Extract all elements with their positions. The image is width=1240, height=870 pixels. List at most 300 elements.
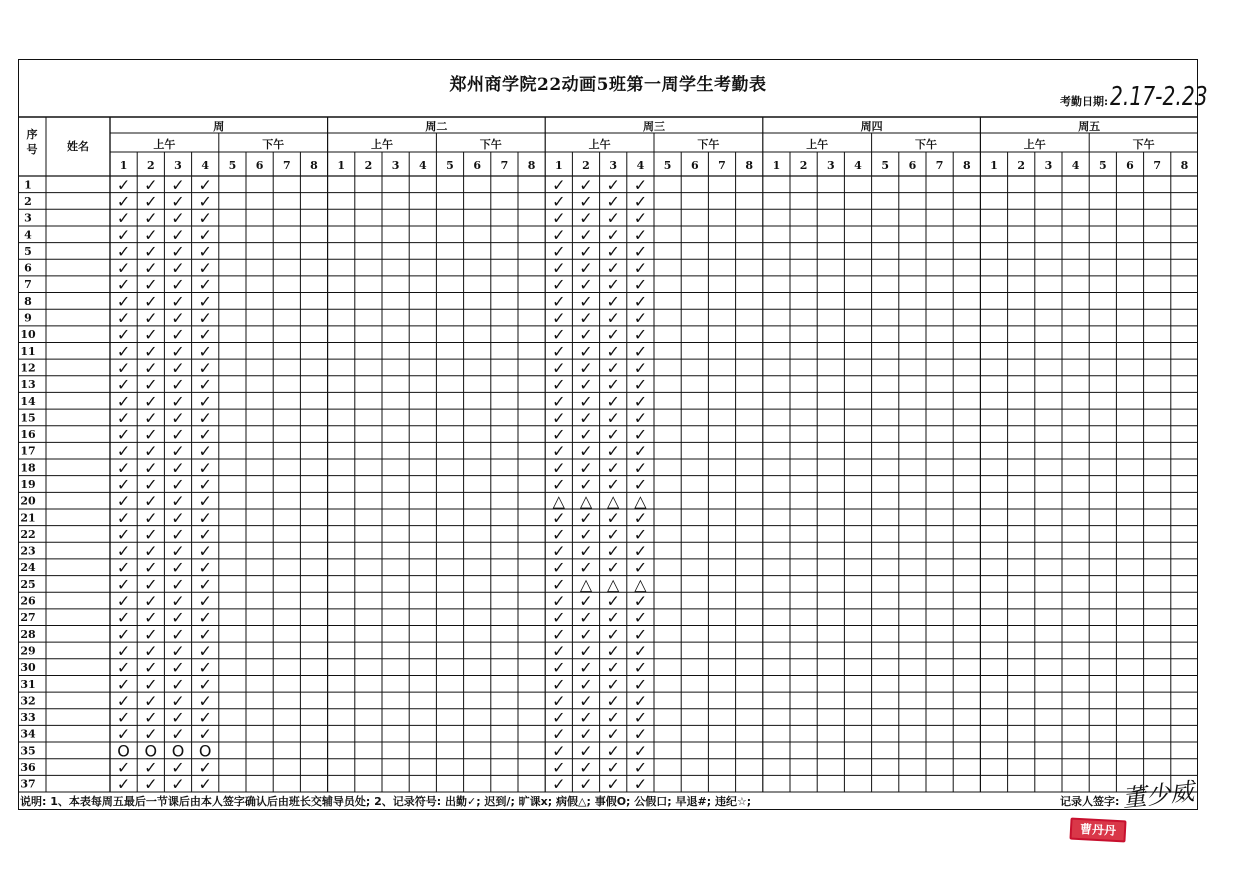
attendance-mark: ✓ — [116, 241, 131, 261]
row-number: 22 — [20, 527, 36, 541]
period-number: 4 — [201, 159, 210, 172]
attendance-mark: ✓ — [144, 491, 158, 511]
attendance-mark: ✓ — [606, 391, 620, 411]
attendance-mark: ✓ — [144, 308, 158, 328]
attendance-mark: ✓ — [116, 458, 131, 478]
attendance-mark: ✓ — [633, 425, 648, 445]
attendance-mark: ✓ — [633, 375, 648, 395]
period-number: 3 — [391, 159, 400, 172]
attendance-mark: ✓ — [144, 508, 158, 528]
attendance-mark: ✓ — [633, 558, 648, 578]
attendance-mark: ✓ — [198, 391, 212, 411]
attendance-mark: ✓ — [606, 624, 620, 644]
attendance-mark: ✓ — [606, 591, 620, 611]
attendance-mark: ✓ — [552, 441, 566, 461]
period-number: 7 — [718, 159, 726, 172]
attendance-mark: ✓ — [116, 574, 131, 594]
period-number: 2 — [1017, 159, 1026, 172]
row-number: 26 — [20, 594, 36, 608]
period-number: 5 — [1098, 159, 1107, 172]
attendance-mark: ✓ — [116, 325, 131, 345]
attendance-mark: ✓ — [606, 774, 620, 794]
attendance-mark: ✓ — [606, 308, 620, 328]
attendance-mark: ✓ — [606, 758, 620, 778]
attendance-mark: ✓ — [116, 491, 131, 511]
attendance-mark: ✓ — [116, 175, 131, 195]
attendance-mark: ✓ — [198, 608, 212, 628]
attendance-mark: ✓ — [579, 741, 593, 761]
attendance-mark: ✓ — [116, 258, 131, 278]
attendance-mark: ✓ — [198, 541, 212, 561]
attendance-mark: ✓ — [116, 358, 131, 378]
attendance-mark: ✓ — [116, 308, 131, 328]
attendance-mark: ✓ — [579, 341, 593, 361]
attendance-mark: O — [117, 741, 130, 761]
period-number: 4 — [854, 159, 862, 172]
pm-header: 下午 — [479, 138, 502, 151]
attendance-mark: ✓ — [171, 624, 185, 644]
attendance-mark: ✓ — [606, 608, 620, 628]
attendance-mark: ✓ — [171, 475, 185, 494]
attendance-mark: ✓ — [144, 258, 158, 278]
attendance-mark: ✓ — [171, 491, 185, 511]
attendance-mark: ✓ — [144, 358, 158, 378]
attendance-mark: ✓ — [171, 358, 185, 378]
row-number: 9 — [24, 311, 32, 325]
attendance-mark: ✓ — [171, 674, 185, 694]
attendance-mark: ✓ — [579, 591, 593, 611]
attendance-mark: ✓ — [606, 658, 620, 678]
attendance-mark: ✓ — [171, 308, 185, 328]
period-number: 7 — [282, 159, 291, 172]
attendance-mark: ✓ — [171, 658, 185, 678]
attendance-mark: O — [171, 741, 185, 761]
attendance-mark: ✓ — [552, 691, 566, 711]
attendance-mark: ✓ — [606, 208, 620, 228]
attendance-mark: ✓ — [198, 624, 212, 644]
pm-header: 下午 — [1132, 138, 1155, 151]
attendance-mark: ✓ — [552, 591, 566, 611]
period-number: 3 — [609, 159, 618, 172]
period-number: 6 — [473, 159, 482, 172]
row-number: 20 — [20, 494, 36, 508]
attendance-mark: ✓ — [171, 508, 185, 528]
attendance-mark: ✓ — [144, 441, 158, 461]
attendance-mark: ✓ — [552, 624, 566, 644]
attendance-mark: ✓ — [633, 708, 648, 728]
period-number: 1 — [990, 159, 998, 172]
attendance-mark: ✓ — [116, 341, 131, 361]
attendance-mark: △ — [634, 491, 647, 511]
attendance-mark: ✓ — [579, 208, 593, 228]
attendance-mark: ✓ — [144, 591, 158, 611]
attendance-mark: ✓ — [116, 724, 131, 744]
row-number: 32 — [20, 694, 36, 708]
attendance-mark: ✓ — [633, 475, 648, 494]
attendance-mark: ✓ — [171, 225, 185, 245]
attendance-mark: ✓ — [552, 574, 566, 594]
attendance-mark: ✓ — [552, 641, 566, 661]
row-number: 5 — [24, 244, 32, 258]
attendance-mark: ✓ — [552, 341, 566, 361]
attendance-mark: ✓ — [198, 408, 212, 428]
attendance-mark: ✓ — [552, 758, 566, 778]
period-number: 4 — [1071, 159, 1080, 172]
attendance-mark: △ — [579, 491, 593, 511]
attendance-mark: ✓ — [552, 658, 566, 678]
attendance-mark: ✓ — [633, 408, 648, 428]
attendance-mark: ✓ — [552, 358, 566, 378]
attendance-mark: ✓ — [606, 325, 620, 345]
attendance-mark: ✓ — [633, 591, 648, 611]
attendance-mark: ✓ — [579, 558, 593, 578]
attendance-mark: ✓ — [579, 708, 593, 728]
attendance-mark: ✓ — [606, 375, 620, 395]
attendance-mark: ✓ — [579, 191, 593, 211]
row-number: 29 — [20, 644, 36, 658]
period-number: 8 — [962, 159, 971, 172]
attendance-mark: ✓ — [144, 641, 158, 661]
attendance-mark: ✓ — [198, 475, 212, 494]
seq-header-top: 序 — [26, 128, 38, 141]
attendance-mark: ✓ — [606, 408, 620, 428]
attendance-mark: ✓ — [171, 275, 185, 295]
attendance-mark: ✓ — [633, 658, 648, 678]
attendance-mark: ✓ — [171, 524, 185, 544]
attendance-mark: ✓ — [198, 758, 212, 778]
row-number: 11 — [20, 344, 36, 358]
attendance-mark: ✓ — [606, 691, 620, 711]
attendance-mark: ✓ — [552, 674, 566, 694]
row-number: 37 — [20, 777, 36, 791]
period-number: 5 — [663, 159, 672, 172]
period-number: 4 — [418, 159, 427, 172]
attendance-mark: ✓ — [552, 475, 566, 494]
attendance-mark: ✓ — [198, 358, 212, 378]
attendance-mark: ✓ — [116, 658, 131, 678]
day-header: 周二 — [425, 120, 448, 133]
attendance-mark: ✓ — [579, 425, 593, 445]
attendance-mark: ✓ — [198, 208, 212, 228]
attendance-mark: ✓ — [198, 574, 212, 594]
attendance-mark: ✓ — [144, 175, 158, 195]
day-header: 周 — [213, 120, 225, 133]
attendance-mark: ✓ — [116, 591, 131, 611]
attendance-mark: ✓ — [633, 691, 648, 711]
attendance-mark: ✓ — [144, 391, 158, 411]
attendance-mark: △ — [552, 491, 565, 511]
attendance-mark: ✓ — [116, 641, 131, 661]
attendance-mark: ✓ — [198, 724, 212, 744]
attendance-mark: ✓ — [633, 508, 648, 528]
attendance-mark: ✓ — [579, 175, 593, 195]
row-number: 12 — [20, 361, 36, 375]
attendance-mark: ✓ — [171, 641, 185, 661]
attendance-mark: ✓ — [552, 541, 566, 561]
attendance-mark: ✓ — [116, 291, 131, 311]
attendance-mark: ✓ — [198, 225, 212, 245]
attendance-mark: ✓ — [552, 524, 566, 544]
am-header: 上午 — [806, 138, 829, 151]
period-number: 6 — [908, 159, 917, 172]
attendance-mark: ✓ — [633, 358, 648, 378]
attendance-mark: ✓ — [579, 325, 593, 345]
attendance-mark: ✓ — [144, 558, 158, 578]
attendance-mark: ✓ — [552, 774, 566, 794]
attendance-mark: ✓ — [171, 258, 185, 278]
attendance-mark: ✓ — [198, 658, 212, 678]
attendance-mark: ✓ — [144, 624, 158, 644]
attendance-mark: ✓ — [606, 425, 620, 445]
period-number: 2 — [582, 159, 590, 172]
attendance-mark: ✓ — [633, 175, 648, 195]
attendance-mark: ✓ — [633, 225, 648, 245]
attendance-mark: ✓ — [171, 574, 185, 594]
row-number: 35 — [20, 744, 36, 758]
attendance-mark: ✓ — [552, 708, 566, 728]
attendance-mark: ✓ — [171, 408, 185, 428]
attendance-mark: ✓ — [198, 458, 212, 478]
attendance-mark: ✓ — [552, 375, 566, 395]
attendance-mark: ✓ — [606, 558, 620, 578]
period-number: 7 — [1153, 159, 1162, 172]
attendance-mark: ✓ — [198, 341, 212, 361]
attendance-mark: O — [198, 741, 212, 761]
attendance-mark: ✓ — [198, 325, 212, 345]
attendance-mark: △ — [579, 574, 593, 594]
attendance-mark: ✓ — [144, 708, 158, 728]
attendance-mark: ✓ — [552, 608, 566, 628]
row-number: 14 — [20, 394, 36, 408]
date-value-handwritten: 2.17-2.23 — [1110, 82, 1208, 112]
attendance-mark: ✓ — [171, 375, 185, 395]
attendance-mark: ✓ — [606, 225, 620, 245]
attendance-mark: ✓ — [606, 458, 620, 478]
attendance-mark: △ — [607, 574, 620, 594]
attendance-mark: ✓ — [144, 691, 158, 711]
attendance-mark: ✓ — [579, 275, 593, 295]
attendance-mark: ✓ — [198, 774, 212, 794]
attendance-mark: ✓ — [171, 558, 185, 578]
attendance-mark: ✓ — [606, 708, 620, 728]
attendance-mark: ✓ — [579, 524, 593, 544]
attendance-mark: ✓ — [198, 291, 212, 311]
attendance-mark: ✓ — [116, 774, 131, 794]
attendance-mark: ✓ — [144, 408, 158, 428]
attendance-mark: ✓ — [633, 774, 648, 794]
attendance-mark: ✓ — [171, 758, 185, 778]
seq-header-bottom: 号 — [26, 143, 38, 156]
attendance-mark: ✓ — [198, 641, 212, 661]
period-number: 2 — [146, 159, 155, 172]
attendance-mark: ✓ — [633, 524, 648, 544]
attendance-mark: ✓ — [633, 458, 648, 478]
attendance-mark: ✓ — [579, 608, 593, 628]
attendance-mark: ✓ — [633, 308, 648, 328]
attendance-mark: ✓ — [198, 708, 212, 728]
attendance-mark: ✓ — [606, 258, 620, 278]
attendance-mark: ✓ — [116, 608, 131, 628]
attendance-mark: ✓ — [116, 391, 131, 411]
attendance-mark: ✓ — [116, 475, 131, 494]
attendance-mark: ✓ — [171, 425, 185, 445]
sheet-title: 郑州商学院22动画5班第一周学生考勤表 — [449, 75, 767, 95]
attendance-mark: ✓ — [171, 724, 185, 744]
attendance-mark: ✓ — [552, 558, 566, 578]
attendance-mark: ✓ — [116, 508, 131, 528]
row-number: 18 — [20, 461, 36, 475]
attendance-mark: ✓ — [633, 275, 648, 295]
attendance-mark: ✓ — [171, 458, 185, 478]
attendance-mark: ✓ — [116, 708, 131, 728]
row-number: 16 — [20, 428, 36, 442]
row-number: 31 — [20, 677, 36, 691]
row-number: 6 — [24, 261, 32, 275]
attendance-mark: ✓ — [116, 691, 131, 711]
attendance-mark: ✓ — [579, 541, 593, 561]
row-number: 28 — [20, 627, 36, 641]
attendance-mark: ✓ — [144, 191, 158, 211]
attendance-mark: ✓ — [171, 191, 185, 211]
attendance-mark: ✓ — [606, 475, 620, 494]
attendance-mark: ✓ — [579, 408, 593, 428]
attendance-mark: ✓ — [606, 241, 620, 261]
attendance-mark: ✓ — [144, 458, 158, 478]
period-number: 1 — [337, 159, 346, 172]
attendance-mark: ✓ — [552, 291, 566, 311]
attendance-mark: ✓ — [633, 191, 648, 211]
attendance-mark: ✓ — [116, 408, 131, 428]
row-number: 30 — [20, 661, 36, 675]
period-number: 5 — [228, 159, 237, 172]
period-number: 7 — [935, 159, 944, 172]
attendance-mark: ✓ — [606, 191, 620, 211]
recorder-signature: 董少威 — [1120, 777, 1196, 813]
attendance-mark: ✓ — [144, 674, 158, 694]
period-number: 6 — [255, 159, 264, 172]
attendance-mark: ✓ — [116, 674, 131, 694]
am-header: 上午 — [153, 138, 176, 151]
attendance-mark: ✓ — [144, 208, 158, 228]
attendance-mark: ✓ — [198, 491, 212, 511]
attendance-mark: ✓ — [116, 375, 131, 395]
attendance-mark: ✓ — [116, 191, 131, 211]
pm-header: 下午 — [915, 138, 937, 151]
attendance-mark: ✓ — [633, 341, 648, 361]
attendance-mark: ✓ — [171, 441, 185, 461]
attendance-mark: ✓ — [633, 541, 648, 561]
attendance-mark: ✓ — [198, 425, 212, 445]
attendance-mark: ✓ — [579, 458, 593, 478]
day-header: 周三 — [643, 120, 665, 133]
am-header: 上午 — [1023, 138, 1046, 151]
attendance-mark: ✓ — [171, 708, 185, 728]
attendance-mark: △ — [634, 574, 647, 594]
attendance-mark: ✓ — [633, 724, 648, 744]
attendance-mark: ✓ — [579, 724, 593, 744]
recorder-label: 记录人签字: — [1060, 795, 1120, 808]
row-number: 17 — [20, 444, 36, 458]
row-number: 33 — [20, 711, 36, 725]
day-header: 周五 — [1078, 120, 1101, 133]
attendance-mark: ✓ — [198, 191, 212, 211]
attendance-mark: ✓ — [116, 425, 131, 445]
attendance-mark: ✓ — [144, 724, 158, 744]
pm-header: 下午 — [262, 138, 285, 151]
attendance-mark: ✓ — [198, 558, 212, 578]
attendance-mark: ✓ — [606, 175, 620, 195]
attendance-mark: O — [144, 741, 158, 761]
attendance-mark: ✓ — [633, 208, 648, 228]
attendance-mark: ✓ — [144, 524, 158, 544]
attendance-mark: ✓ — [552, 175, 566, 195]
row-number: 3 — [24, 211, 32, 225]
red-stamp: 曹丹丹 — [1069, 818, 1126, 843]
row-number: 21 — [20, 511, 36, 525]
attendance-mark: ✓ — [171, 291, 185, 311]
date-label: 考勤日期: — [1060, 95, 1109, 108]
row-number: 27 — [20, 611, 36, 625]
attendance-mark: ✓ — [579, 375, 593, 395]
am-header: 上午 — [588, 138, 611, 151]
attendance-mark: ✓ — [144, 574, 158, 594]
attendance-mark: ✓ — [606, 724, 620, 744]
attendance-mark: ✓ — [116, 558, 131, 578]
period-number: 6 — [1126, 159, 1134, 172]
attendance-mark: ✓ — [144, 774, 158, 794]
attendance-mark: ✓ — [552, 275, 566, 295]
attendance-mark: ✓ — [144, 541, 158, 561]
attendance-mark: ✓ — [579, 225, 593, 245]
row-number: 34 — [20, 727, 36, 741]
pm-header: 下午 — [697, 138, 720, 151]
period-number: 6 — [690, 159, 699, 172]
attendance-mark: ✓ — [171, 541, 185, 561]
attendance-mark: ✓ — [633, 241, 648, 261]
attendance-mark: ✓ — [171, 691, 185, 711]
attendance-mark: ✓ — [144, 241, 158, 261]
attendance-mark: ✓ — [606, 674, 620, 694]
attendance-mark: ✓ — [606, 358, 620, 378]
row-number: 36 — [20, 761, 36, 775]
attendance-mark: ✓ — [198, 591, 212, 611]
period-number: 1 — [119, 159, 128, 172]
attendance-mark: ✓ — [552, 408, 566, 428]
period-number: 1 — [554, 159, 563, 172]
attendance-mark: ✓ — [579, 241, 593, 261]
attendance-mark: ✓ — [633, 641, 648, 661]
attendance-mark: ✓ — [606, 541, 620, 561]
attendance-mark: ✓ — [144, 341, 158, 361]
attendance-mark: ✓ — [144, 275, 158, 295]
attendance-mark: ✓ — [579, 475, 593, 494]
attendance-mark: ✓ — [579, 674, 593, 694]
attendance-mark: ✓ — [579, 291, 593, 311]
period-number: 3 — [174, 159, 182, 172]
attendance-mark: ✓ — [606, 441, 620, 461]
row-number: 1 — [24, 178, 32, 192]
attendance-mark: ✓ — [633, 674, 648, 694]
attendance-mark: ✓ — [198, 375, 212, 395]
attendance-mark: ✓ — [633, 291, 648, 311]
attendance-mark: ✓ — [198, 508, 212, 528]
attendance-mark: ✓ — [198, 674, 212, 694]
attendance-mark: ✓ — [552, 724, 566, 744]
attendance-mark: ✓ — [579, 441, 593, 461]
attendance-mark: ✓ — [144, 291, 158, 311]
attendance-mark: ✓ — [579, 774, 593, 794]
row-number: 4 — [24, 228, 32, 242]
